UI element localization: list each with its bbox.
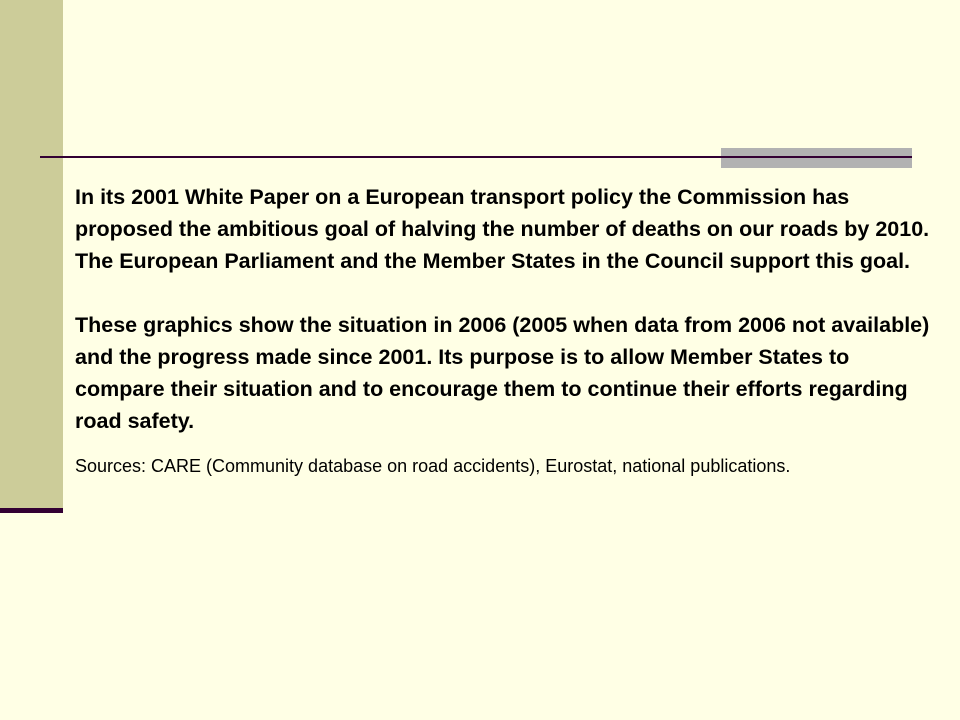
slide-body	[75, 181, 935, 481]
left-accent-line	[0, 508, 63, 513]
body-paragraph-graphics: These graphics show the situation in 2006 (2005 when data from 2006 not available) and the progress made since 2001. Its purpose is to allow Member States to compare their situation and to encourage them to continue their efforts regarding road safety.	[75, 313, 930, 433]
body-paragraph-white-paper: In its 2001 White Paper on a European transport policy the Commission has proposed the ambitious goal of halving the number of deaths on our roads by 2010. The European Parliament and the Member States in the Council support this goal.	[75, 185, 930, 273]
gray-decorative-block	[721, 148, 912, 168]
sources-note: Sources: CARE (Community database on road accidents), Eurostat, national publications.	[75, 456, 791, 476]
paragraph-spacer	[75, 277, 935, 309]
left-decorative-band	[0, 0, 63, 513]
title-divider-line	[40, 156, 912, 158]
